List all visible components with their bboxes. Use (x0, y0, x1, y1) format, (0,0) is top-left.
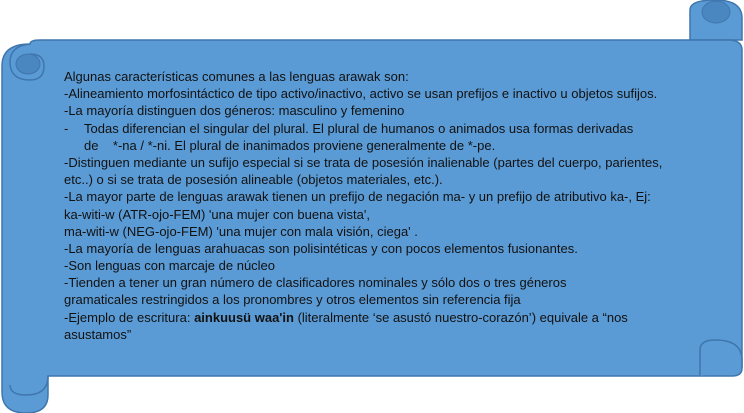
line-escritura-end: (literalmente ‘se asustó nuestro-corazón’) equivale a “nos (293, 309, 628, 325)
line-polisinteticas: -La mayoría de lenguas arahuacas son polisintéticas y con pocos elementos fusionantes. (64, 240, 578, 256)
line-generos: -La mayoría distinguen dos géneros: masculino y femenino (64, 103, 405, 119)
scroll-top-curl-inner (702, 1, 730, 23)
line-plural-text: Todas diferencian el singular del plural. El plural de humanos o animados usa formas derivadas (84, 120, 634, 136)
line-negacion: -La mayor parte de lenguas arawak tienen un prefijo de negación ma- y un prefijo de atributivo ka-, Ej: (64, 189, 651, 205)
line-clasificadores-cont: gramaticales restringidos a los pronombres y otros elementos sin referencia fija (64, 292, 521, 308)
text-block (64, 68, 724, 343)
line-escritura-cont: asustamos” (64, 326, 132, 342)
line-nucleo: -Son lenguas con marcaje de núcleo (64, 258, 276, 274)
line-intro: Algunas características comunes a las lenguas arawak son: (64, 69, 409, 84)
line-alineamiento: -Alineamiento morfosintáctico de tipo activo/inactivo, activo se usan prefijos e inactivo u objetos sufijos. (64, 86, 658, 102)
line-escritura-bold: ainkuusü waa'in (194, 309, 294, 325)
line-posesion-cont: etc..) o si se trata de posesión alineable (objetos materiales, etc.). (64, 172, 443, 188)
line-ejemplo-ka: ka-witi-w (ATR-ojo-FEM) 'una mujer con buena vista', (64, 206, 370, 222)
line-plural-cont-prefix: de (84, 137, 99, 153)
line-plural (64, 120, 724, 137)
bullet-dash: - (64, 120, 69, 136)
line-clasificadores: -Tienden a tener un gran número de clasificadores nominales y sólo dos o tres géneros (64, 275, 567, 291)
line-plural-cont-text: *-na / *-ni. El plural de inanimados proviene generalmente de *-pe. (112, 137, 496, 153)
line-escritura (64, 309, 724, 326)
line-escritura-start: -Ejemplo de escritura: (64, 309, 195, 325)
line-ejemplo-ma: ma-witi-w (NEG-ojo-FEM) 'una mujer con mala visión, ciega' . (64, 223, 418, 239)
line-plural-cont (64, 137, 724, 154)
line-posesion: -Distinguen mediante un sufijo especial si se trata de posesión inalienable (partes del cuerpo, parientes, (64, 154, 663, 170)
